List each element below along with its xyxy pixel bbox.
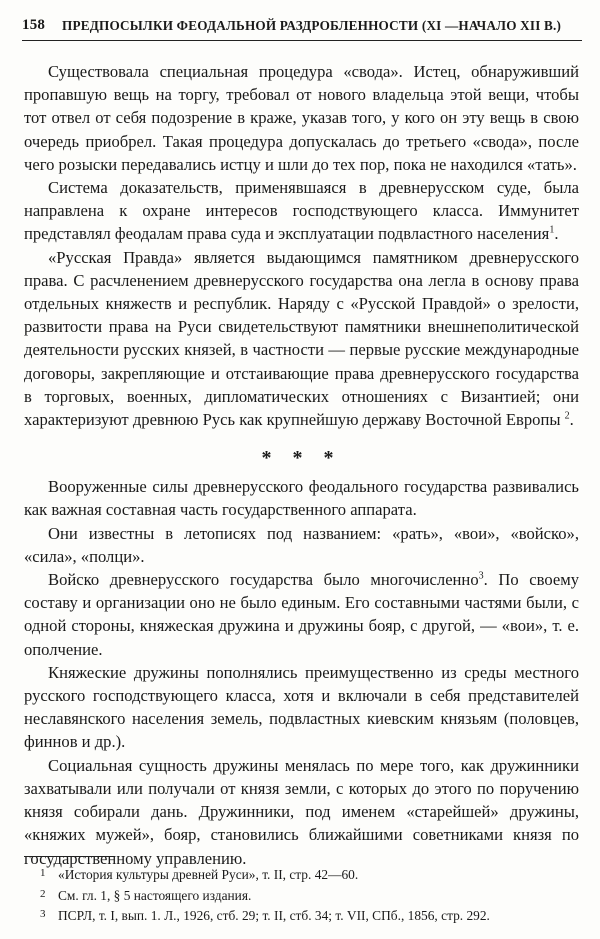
- page-number: 158: [22, 17, 46, 33]
- paragraph: Существовала специальная процедура «свода». Истец, обнаруживший пропавшую вещь на торгу, требовал от нового владельца этой вещи, чтобы тот отвел от себя подозрение в краже, указав того, у кого он эту вещь в свою очередь приобрел. Такая процедура допускалась до третьего «свода», после чего розыски передавались истцу и шли до тех пор, пока не находился «тать».: [24, 62, 579, 174]
- footnote: 2 См. гл. 1, § 5 настоящего издания.: [40, 887, 252, 903]
- footnotes: [40, 864, 585, 926]
- paragraph: Система доказательств, применявшаяся в древнерусском суде, была направлена к охране интересов господствующего класса. Иммунитет представлял феодалам права суда и эксплуатации подвластного населения$^1$.: [24, 178, 579, 244]
- main-text: [24, 60, 579, 870]
- running-title: ПРЕДПОСЫЛКИ ФЕОДАЛЬНОЙ РАЗДРОБЛЕННОСТИ (XI —НАЧАЛО XII В.): [62, 18, 562, 33]
- paragraph: Они известны в летописях под названием: «рать», «вои», «войско», «сила», «полци».: [24, 523, 579, 566]
- footnote: 3 ПСРЛ, т. I, вып. 1. Л., 1926, стб. 29; т. II, стб. 34; т. VII, СПб., 1856, стр. 292.: [40, 908, 490, 923]
- footnote-ref: 2: [564, 410, 570, 422]
- footnote-ref: 3: [478, 570, 484, 582]
- paragraph: Вооруженные силы древнерусского феодального государства развивались как важная составная часть государственного аппарата.: [24, 477, 579, 520]
- paragraph: Княжеские дружины пополнялись преимущественно из среды местного русского господствующего класса, хотя и включали в себя представителей неславянского населения земель, подвластных киевским князьям (половцев, финнов и др.).: [24, 662, 579, 752]
- footnote-ref: 1: [549, 224, 555, 236]
- paragraph: Войско древнерусского государства было многочисленно$^3$. По своему составу и организации оно не было единым. Его составными частями были, с одной стороны, княжеская дружина и дружины бояр, с другой, — «вои», т. е. ополчение.: [24, 570, 579, 659]
- footnote-divider: [24, 856, 114, 857]
- running-header: [22, 14, 582, 41]
- paragraph: Социальная сущность дружины менялась по мере того, как дружинники захватывали или получали от князя земли, с которых до этого по поручению князя собирали дань. Дружинники, под именем «старейшей» дружины, «княжих мужей», бояр, становились ближайшими советниками князя по государственному управлению.: [24, 755, 579, 868]
- footnote: 1 «История культуры древней Руси», т. II, стр. 42—60.: [40, 867, 359, 882]
- section-separator: * * *: [261, 447, 342, 470]
- paragraph: «Русская Правда» является выдающимся памятником древнерусского права. С расчленением древнерусского государства она легла в основу права отдельных княжеств и республик. Наряду с «Русской Правдой» о зрелости, развитости права на Руси свидетельствуют памятники внешнеполитической деятельности русских князей, в частности — первые русские международные договоры, закрепляющие и отстаивающие права древнерусского государства в торговых, военных, дипломатических отношениях с Византией; они характеризуют древнюю Русь как крупнейшую державу Восточной Европы $^2$.: [24, 247, 579, 430]
